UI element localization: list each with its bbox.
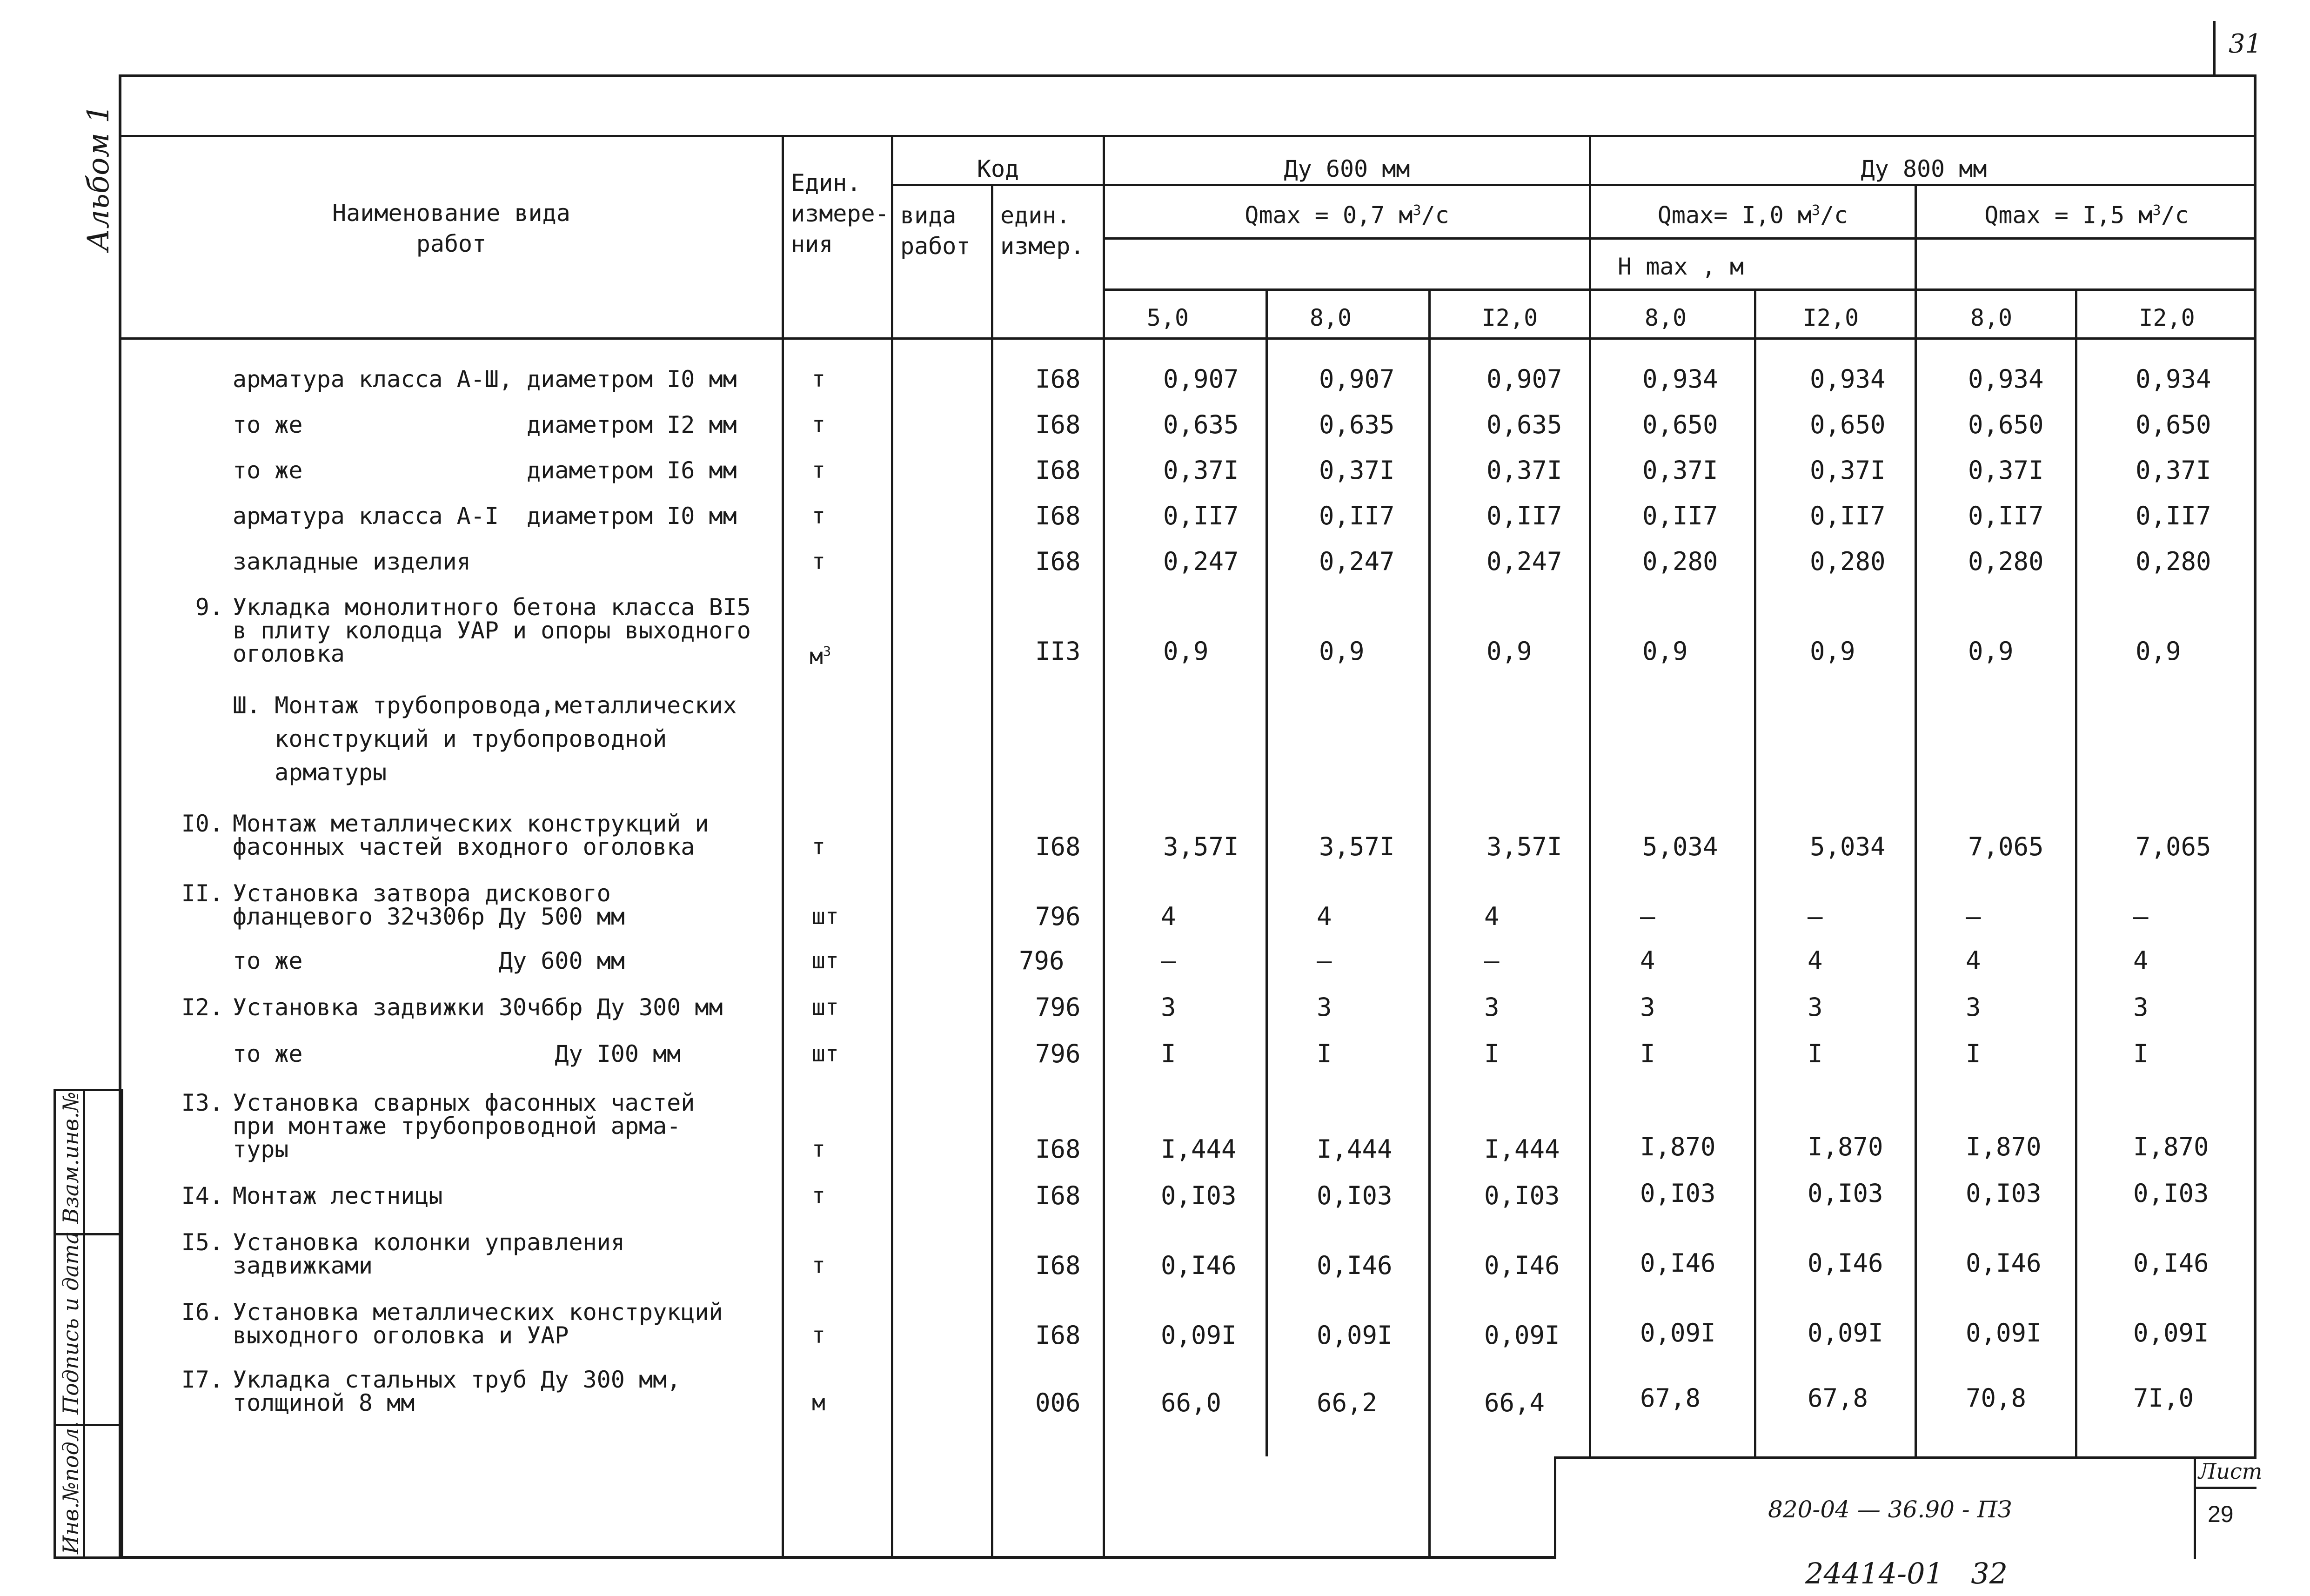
row-value-3: 0,907 xyxy=(1486,364,1562,394)
row-value-4: 4 xyxy=(1640,946,1655,975)
row-value-7: 0,09I xyxy=(2133,1318,2209,1348)
row-value-6: 0,280 xyxy=(1968,547,2044,576)
row-value-2: 0,247 xyxy=(1319,547,1395,576)
page-number-divider xyxy=(2213,21,2216,74)
row-unit: шт xyxy=(812,904,839,930)
row-value-4: 0,9 xyxy=(1642,637,1688,666)
header-q3-label: Qmax = I,5 м xyxy=(1984,201,2153,229)
row-name: то же Ду I00 мм xyxy=(233,1040,681,1067)
row-name: то же Ду 600 мм xyxy=(233,947,625,974)
row-value-5: 0,37I xyxy=(1810,456,1886,485)
row-value-2: 0,09I xyxy=(1317,1321,1393,1350)
row-value-2: 4 xyxy=(1317,902,1332,931)
row-number: II. xyxy=(181,880,223,907)
row-value-4: 5,034 xyxy=(1642,832,1718,861)
row-value-3: 0,09I xyxy=(1484,1321,1560,1350)
row-value-3: 0,I46 xyxy=(1484,1251,1560,1280)
row-value-7: 0,9 xyxy=(2136,637,2181,666)
row-name: то же диаметром I6 мм xyxy=(233,457,737,484)
row-name: Установка затвора дискового фланцевого 32ч306р Ду 500 мм xyxy=(233,880,625,930)
row-value-1: 4 xyxy=(1161,902,1176,931)
row-value-6: 0,I46 xyxy=(1966,1248,2042,1278)
row-unit xyxy=(810,637,831,671)
row-value-3: 0,9 xyxy=(1486,637,1532,666)
row-value-7: I,870 xyxy=(2133,1132,2209,1161)
header-du600: Ду 600 мм xyxy=(1284,155,1410,182)
header-bottom-line xyxy=(119,337,2256,340)
row-value-1: 0,37I xyxy=(1163,456,1239,485)
row-value-4: 0,934 xyxy=(1642,364,1718,394)
header-du800: Ду 800 мм xyxy=(1861,155,1987,182)
row-value-2: 0,9 xyxy=(1319,637,1365,666)
side-stamp-sign-date: Подпись и дата xyxy=(58,1231,83,1415)
row-value-3: 0,37I xyxy=(1486,456,1562,485)
row-value-7: 0,I46 xyxy=(2133,1248,2209,1278)
row-name: арматура класса А-I диаметром I0 мм xyxy=(233,503,737,530)
row-value-5: 0,650 xyxy=(1810,410,1886,439)
row-code: 796 xyxy=(1019,946,1065,975)
header-height-7: I2,0 xyxy=(2139,304,2195,331)
row-value-4: 3 xyxy=(1640,992,1655,1022)
row-value-6: I xyxy=(1966,1039,1981,1068)
row-value-6: 0,9 xyxy=(1968,637,2014,666)
row-value-4: 0,II7 xyxy=(1642,501,1718,530)
header-line-heights xyxy=(1103,288,2256,291)
row-unit: шт xyxy=(812,948,839,974)
header-q3-unit: /с xyxy=(2161,201,2189,229)
header-top-line xyxy=(119,135,2256,137)
row-value-4: I,870 xyxy=(1640,1132,1716,1161)
row-value-1: 0,907 xyxy=(1163,364,1239,394)
row-number: 9. xyxy=(195,594,223,621)
row-unit: т xyxy=(812,1183,825,1209)
row-value-3: 66,4 xyxy=(1484,1388,1545,1417)
header-unit xyxy=(791,168,889,260)
stamp-doc-code: 820-04 — 36.90 - ПЗ xyxy=(1768,1496,2012,1523)
row-value-2: – xyxy=(1317,946,1332,975)
row-value-7: – xyxy=(2133,902,2149,931)
header-q2 xyxy=(1591,195,1915,231)
row-value-5: 0,9 xyxy=(1810,637,1855,666)
row-code: I68 xyxy=(1035,410,1081,439)
header-code-unit-line2: измер. xyxy=(1000,233,1085,260)
row-code: I68 xyxy=(1035,364,1081,394)
col-line-h6 xyxy=(2075,288,2077,1456)
row-code: I68 xyxy=(1035,1251,1081,1280)
row-value-3: – xyxy=(1484,946,1500,975)
row-value-1: 0,9 xyxy=(1163,637,1209,666)
row-value-3: 3,57I xyxy=(1486,832,1562,861)
row-value-7: I xyxy=(2133,1039,2149,1068)
row-value-4: 0,37I xyxy=(1642,456,1718,485)
header-work-name xyxy=(121,198,782,259)
row-name: закладные изделия xyxy=(233,548,471,575)
col-line-du xyxy=(1589,135,1591,1456)
row-value-1: 0,635 xyxy=(1163,410,1239,439)
row-value-7: 0,280 xyxy=(2136,547,2211,576)
header-code-unit xyxy=(1000,200,1085,262)
header-q2-label: Qmax= I,0 м xyxy=(1657,201,1812,229)
row-value-6: 0,II7 xyxy=(1968,501,2044,530)
row-value-5: I,870 xyxy=(1808,1132,1883,1161)
row-value-3: 0,II7 xyxy=(1486,501,1562,530)
row-unit: т xyxy=(812,1253,825,1279)
row-value-6: 3 xyxy=(1966,992,1981,1022)
row-name: Установка сварных фасонных частей при монтаже трубопроводной арма- туры xyxy=(233,1089,695,1163)
header-height-6: 8,0 xyxy=(1970,304,2013,331)
stamp-sheet-divider xyxy=(2194,1456,2196,1559)
row-value-4: 0,650 xyxy=(1642,410,1718,439)
row-value-7: 0,934 xyxy=(2136,364,2211,394)
row-value-7: 0,650 xyxy=(2136,410,2211,439)
header-work-name-line1: Наименование вида xyxy=(332,200,570,227)
header-code-unit-line1: един. xyxy=(1000,202,1071,229)
row-value-4: – xyxy=(1640,902,1655,931)
row-value-6: 0,I03 xyxy=(1966,1179,2042,1208)
row-value-4: 67,8 xyxy=(1640,1383,1701,1413)
row-value-2: 0,I03 xyxy=(1317,1181,1393,1210)
stamp-sheet-number: 29 xyxy=(2208,1501,2234,1527)
row-code: I68 xyxy=(1035,501,1081,530)
row-name: Укладка стальных труб Ду 300 мм, толщиной 8 мм xyxy=(233,1366,681,1416)
row-number: I2. xyxy=(181,994,223,1021)
col-line-codeunit xyxy=(1103,135,1105,1559)
row-unit: шт xyxy=(812,1041,839,1067)
row-value-4: 0,09I xyxy=(1640,1318,1716,1348)
row-value-5: I xyxy=(1808,1039,1823,1068)
row-value-4: I xyxy=(1640,1039,1655,1068)
album-label: Альбом 1 xyxy=(81,104,116,251)
row-value-5: 0,280 xyxy=(1810,547,1886,576)
row-value-7: 0,II7 xyxy=(2136,501,2211,530)
row-value-5: 0,I46 xyxy=(1808,1248,1883,1278)
row-value-2: 0,635 xyxy=(1319,410,1395,439)
row-value-2: 3,57I xyxy=(1319,832,1395,861)
header-q1 xyxy=(1105,195,1589,231)
row-code: 796 xyxy=(1035,1039,1081,1068)
row-value-4: 0,I03 xyxy=(1640,1179,1716,1208)
row-name: Монтаж лестницы xyxy=(233,1182,443,1209)
row-value-1: 0,II7 xyxy=(1163,501,1239,530)
row-value-5: 5,034 xyxy=(1810,832,1886,861)
header-height-2: 8,0 xyxy=(1309,304,1352,331)
row-value-1: – xyxy=(1161,946,1176,975)
header-q3 xyxy=(1917,195,2256,231)
row-unit: т xyxy=(812,366,825,392)
row-value-5: 0,I03 xyxy=(1808,1179,1883,1208)
row-value-2: 0,II7 xyxy=(1319,501,1395,530)
row-value-7: 7,065 xyxy=(2136,832,2211,861)
col-line-h2 xyxy=(1428,288,1431,1559)
row-name: Установка металлических конструкций выходного оголовка и УАР xyxy=(233,1299,723,1349)
header-height-1: 5,0 xyxy=(1146,304,1189,331)
row-value-5: 0,II7 xyxy=(1810,501,1886,530)
row-value-3: 0,247 xyxy=(1486,547,1562,576)
row-number: I5. xyxy=(181,1229,223,1256)
row-value-5: 0,09I xyxy=(1808,1318,1883,1348)
col-line-q3 xyxy=(1915,184,1917,1456)
row-unit: т xyxy=(812,1136,825,1162)
row-unit: т xyxy=(812,457,825,483)
header-height-3: I2,0 xyxy=(1481,304,1538,331)
row-code: I68 xyxy=(1035,832,1081,861)
col-line-codework xyxy=(991,184,993,1559)
row-value-2: 66,2 xyxy=(1317,1388,1378,1417)
row-value-3: I,444 xyxy=(1484,1134,1560,1164)
row-unit: т xyxy=(812,1322,825,1348)
row-value-1: 0,247 xyxy=(1163,547,1239,576)
header-q2-cube: 3 xyxy=(1811,202,1820,219)
row-name: Укладка монолитного бетона класса BI5 в плиту колодца УАР и опоры выходного оголовка xyxy=(233,594,751,667)
row-code: I68 xyxy=(1035,547,1081,576)
header-unit-line1: Един. xyxy=(791,169,861,196)
row-unit: т xyxy=(812,834,825,860)
row-value-6: 0,650 xyxy=(1968,410,2044,439)
row-value-3: I xyxy=(1484,1039,1500,1068)
stamp-sheet-line xyxy=(2194,1487,2256,1489)
row-name: то же диаметром I2 мм xyxy=(233,411,737,438)
row-name: Ш. Монтаж трубопровода,металлических конструкций и трубопроводной арматуры xyxy=(233,692,737,786)
row-name: арматура класса А-Ш, диаметром I0 мм xyxy=(233,366,737,393)
row-value-4: 0,I46 xyxy=(1640,1248,1716,1278)
row-value-5: 0,934 xyxy=(1810,364,1886,394)
row-value-3: 0,635 xyxy=(1486,410,1562,439)
row-value-7: 7I,0 xyxy=(2133,1383,2194,1413)
side-stamp-inv-orig: Инв.№подл. xyxy=(58,1421,83,1554)
header-hmax: H max , м xyxy=(1618,253,1744,280)
header-code-work-line2: работ xyxy=(900,233,971,260)
row-name: Установка колонки управления задвижками xyxy=(233,1229,625,1279)
row-unit: т xyxy=(812,549,825,575)
row-value-7: 4 xyxy=(2133,946,2149,975)
header-q1-label: Qmax = 0,7 м xyxy=(1245,201,1413,229)
row-value-1: I,444 xyxy=(1161,1134,1237,1164)
header-unit-line2: измере- xyxy=(791,200,889,227)
row-code: II3 xyxy=(1035,637,1081,666)
header-unit-line3: ния xyxy=(791,231,833,258)
row-value-3: 4 xyxy=(1484,902,1500,931)
header-line-h xyxy=(1103,237,2256,240)
header-code: Код xyxy=(977,155,1019,182)
row-unit: м xyxy=(812,1390,825,1416)
header-height-4: 8,0 xyxy=(1644,304,1687,331)
header-work-name-line2: работ xyxy=(416,230,487,257)
row-value-1: 0,I03 xyxy=(1161,1181,1237,1210)
header-height-5: I2,0 xyxy=(1802,304,1859,331)
row-code: I68 xyxy=(1035,1181,1081,1210)
row-name: Установка задвижки 30ч6бр Ду 300 мм xyxy=(233,994,723,1021)
row-value-7: 0,I03 xyxy=(2133,1179,2209,1208)
row-code: 006 xyxy=(1035,1388,1081,1417)
footer-note: 24414-01 32 xyxy=(1805,1556,2008,1590)
row-value-6: 7,065 xyxy=(1968,832,2044,861)
row-value-1: 3 xyxy=(1161,992,1176,1022)
row-unit-text: м xyxy=(810,644,823,670)
row-unit: т xyxy=(812,503,825,529)
row-value-1: I xyxy=(1161,1039,1176,1068)
side-stamp-vzam: Взам.инв.№ xyxy=(58,1092,83,1224)
row-unit-sup: 3 xyxy=(823,644,831,659)
row-value-4: 0,280 xyxy=(1642,547,1718,576)
row-value-6: 0,37I xyxy=(1968,456,2044,485)
row-value-7: 3 xyxy=(2133,992,2149,1022)
row-code: 796 xyxy=(1035,992,1081,1022)
row-value-5: 4 xyxy=(1808,946,1823,975)
row-value-2: 0,37I xyxy=(1319,456,1395,485)
header-q1-cube: 3 xyxy=(1413,202,1421,219)
row-number: I0. xyxy=(181,810,223,837)
row-code: I68 xyxy=(1035,1134,1081,1164)
row-value-6: 70,8 xyxy=(1966,1383,2027,1413)
col-line-h1 xyxy=(1265,288,1268,1456)
header-q1-unit: /с xyxy=(1421,201,1449,229)
row-code: I68 xyxy=(1035,456,1081,485)
row-value-5: 67,8 xyxy=(1808,1383,1868,1413)
row-code: I68 xyxy=(1035,1321,1081,1350)
row-value-6: 4 xyxy=(1966,946,1981,975)
row-value-3: 0,I03 xyxy=(1484,1181,1560,1210)
header-code-work xyxy=(900,200,971,262)
row-number: I6. xyxy=(181,1299,223,1326)
row-value-6: 0,09I xyxy=(1966,1318,2042,1348)
row-value-2: 0,I46 xyxy=(1317,1251,1393,1280)
row-value-5: – xyxy=(1808,902,1823,931)
row-code: 796 xyxy=(1035,902,1081,931)
row-number: I7. xyxy=(181,1366,223,1393)
row-value-3: 3 xyxy=(1484,992,1500,1022)
row-value-2: 0,907 xyxy=(1319,364,1395,394)
col-line-unit xyxy=(891,135,893,1559)
row-name: Монтаж металлических конструкций и фасонных частей входного оголовка xyxy=(233,810,709,860)
row-unit: шт xyxy=(812,994,839,1020)
row-value-1: 3,57I xyxy=(1163,832,1239,861)
row-value-2: 3 xyxy=(1317,992,1332,1022)
col-line-h4 xyxy=(1754,288,1756,1456)
row-value-5: 3 xyxy=(1808,992,1823,1022)
stamp-sheet-label: Лист xyxy=(2198,1459,2263,1484)
row-value-2: I,444 xyxy=(1317,1134,1393,1164)
col-line-name xyxy=(782,135,784,1559)
header-q3-cube: 3 xyxy=(2152,202,2161,219)
row-value-1: 66,0 xyxy=(1161,1388,1222,1417)
row-number: I4. xyxy=(181,1182,223,1209)
header-code-work-line1: вида xyxy=(900,202,957,229)
row-unit: т xyxy=(812,412,825,438)
row-value-6: I,870 xyxy=(1966,1132,2042,1161)
row-value-6: 0,934 xyxy=(1968,364,2044,394)
row-value-1: 0,I46 xyxy=(1161,1251,1237,1280)
page-number: 31 xyxy=(2229,29,2262,59)
row-value-6: – xyxy=(1966,902,1981,931)
header-q2-unit: /с xyxy=(1820,201,1848,229)
row-value-7: 0,37I xyxy=(2136,456,2211,485)
row-value-1: 0,09I xyxy=(1161,1321,1237,1350)
row-value-2: I xyxy=(1317,1039,1332,1068)
row-number: I3. xyxy=(181,1089,223,1116)
